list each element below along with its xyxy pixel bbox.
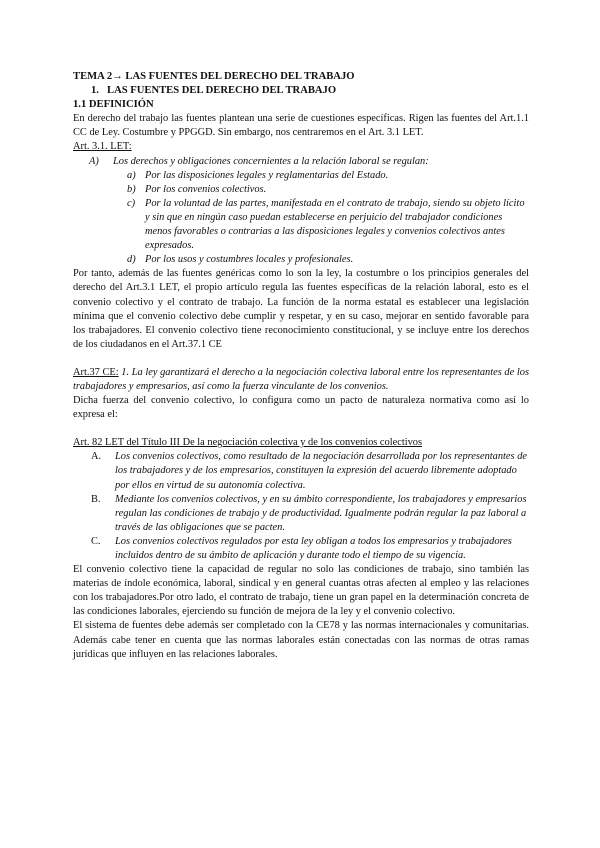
art31-subitem-text: Por los convenios colectivos. bbox=[145, 183, 267, 195]
art82-item-text: Los convenios colectivos, como resultado de la negociación desarrollada por los representantes de los trabajadores y de los empresarios, constituyen la expresión del acuerdo libremente adoptado por ellos en virtud de su autonomía colectiva. bbox=[115, 451, 527, 491]
art82-item bbox=[73, 450, 529, 492]
art31-item-a-text: Los derechos y obligaciones concernientes a la relación laboral se regulan: bbox=[113, 155, 429, 167]
art31-item-a bbox=[73, 155, 529, 169]
art31-subitem bbox=[73, 169, 529, 183]
art31-subitem-text: Por las disposiciones legales y reglamentarias del Estado. bbox=[145, 169, 389, 181]
capacidad-paragraph: El convenio colectivo tiene la capacidad de regular no solo las condiciones de trabajo, sino también las materias de índole económica, laboral, sindical y en general cuantas otras afecten al empleo y las relaciones con los trabajadores.Por otro lado, el contrato de trabajo, tiene un gran papel en la determinación concreta de las condiciones laborales, ejerciendo su función de mejora de la ley y el convenio colectivo. bbox=[73, 564, 529, 618]
sistema-paragraph: El sistema de fuentes debe además ser completado con la CE78 y las normas internacionales y comunitarias. Además cabe tener en cuenta que las normas laborales están conectadas con las normas de otras ramas jurídicas que influyen en las relaciones laborales. bbox=[73, 620, 529, 660]
section-heading bbox=[91, 84, 529, 98]
art37-after-paragraph: Dicha fuerza del convenio colectivo, lo configura como un pacto de naturaleza normativa como así lo expresa el: bbox=[73, 395, 529, 421]
art37-paragraph bbox=[73, 366, 529, 394]
spacer bbox=[73, 422, 529, 436]
art31-item-a-marker: A) bbox=[89, 155, 99, 167]
art31-subitem-text: Por los usos y costumbres locales y profesionales. bbox=[145, 254, 354, 266]
section-title: LAS FUENTES DEL DERECHO DEL TRABAJO bbox=[107, 85, 337, 97]
art82-item-marker: A. bbox=[91, 451, 102, 463]
art31-subitem bbox=[73, 183, 529, 197]
fuentes-paragraph: Por tanto, además de las fuentes genéricas como lo son la ley, la costumbre o los principios generales del derecho del Art.3.1 LET, el propio artículo regula las fuentes específicas de la relación laboral, esto es el convenio colectivo y el contrato de trabajo. La función de la norma estatal es establecer una legislación mínima que el convenio colectivo debe cumplir y respetar, y en su caso, mejorar en sentido favorable para los trabajadores. El convenio colectivo tiene reconocimiento constitucional, y se incluye entre los derechos de los ciudadanos en el Art.37.1 CE bbox=[73, 268, 529, 350]
art31-subitem bbox=[73, 253, 529, 267]
art31-subitem-marker: a) bbox=[127, 169, 136, 181]
art31-subitem bbox=[73, 197, 529, 253]
art82-label: Art. 82 LET del Título III De la negociación colectiva y de los convenios colectivos bbox=[73, 437, 423, 449]
art37-label: Art.37 CE: bbox=[73, 366, 119, 378]
art82-item bbox=[73, 535, 529, 563]
document-title: TEMA 2→ LAS FUENTES DEL DERECHO DEL TRABAJO bbox=[73, 71, 355, 82]
document-body bbox=[73, 70, 529, 662]
art31-subitem-text: Por la voluntad de las partes, manifestada en el contrato de trabajo, siendo su objeto lícito y sin que en ningún caso puedan establecerse en perjuicio del trabajador condiciones menos favorables o contrarias a las disposiciones legales y convenios colectivos antes expresados. bbox=[145, 197, 525, 252]
section-number: 1. bbox=[91, 85, 99, 97]
art37-text: 1. La ley garantizará el derecho a la negociación colectiva laboral entre los representantes de los trabajadores y empresarios, así como la fuerza vinculante de los convenios. bbox=[73, 366, 529, 392]
subsection-heading: 1.1 DEFINICIÓN bbox=[73, 99, 154, 111]
art82-item-marker: B. bbox=[91, 493, 101, 505]
art31-label: Art. 3.1. LET: bbox=[73, 141, 132, 153]
spacer bbox=[73, 352, 529, 366]
art31-subitem-marker: c) bbox=[127, 197, 136, 209]
art31-subitem-marker: d) bbox=[127, 254, 136, 266]
art82-item-text: Mediante los convenios colectivos, y en su ámbito correspondiente, los trabajadores y empresarios regulan las condiciones de trabajo y de productividad. Igualmente podrán regular la paz laboral a través de las obligaciones que se pacten. bbox=[115, 493, 527, 533]
intro-paragraph: En derecho del trabajo las fuentes plantean una serie de cuestiones específicas. Rigen las fuentes del Art.1.1 CC de Ley. Costumbre y PPGGD. Sin embargo, nos centraremos en el Art. 3.1 LET. bbox=[73, 113, 529, 139]
art31-subitem-marker: b) bbox=[127, 183, 136, 195]
art82-item-text: Los convenios colectivos regulados por esta ley obligan a todos los empresarios y trabajadores incluidos dentro de su ámbito de aplicación y durante todo el tiempo de su vigencia. bbox=[115, 535, 512, 561]
art82-item bbox=[73, 493, 529, 535]
art82-item-marker: C. bbox=[91, 535, 101, 547]
